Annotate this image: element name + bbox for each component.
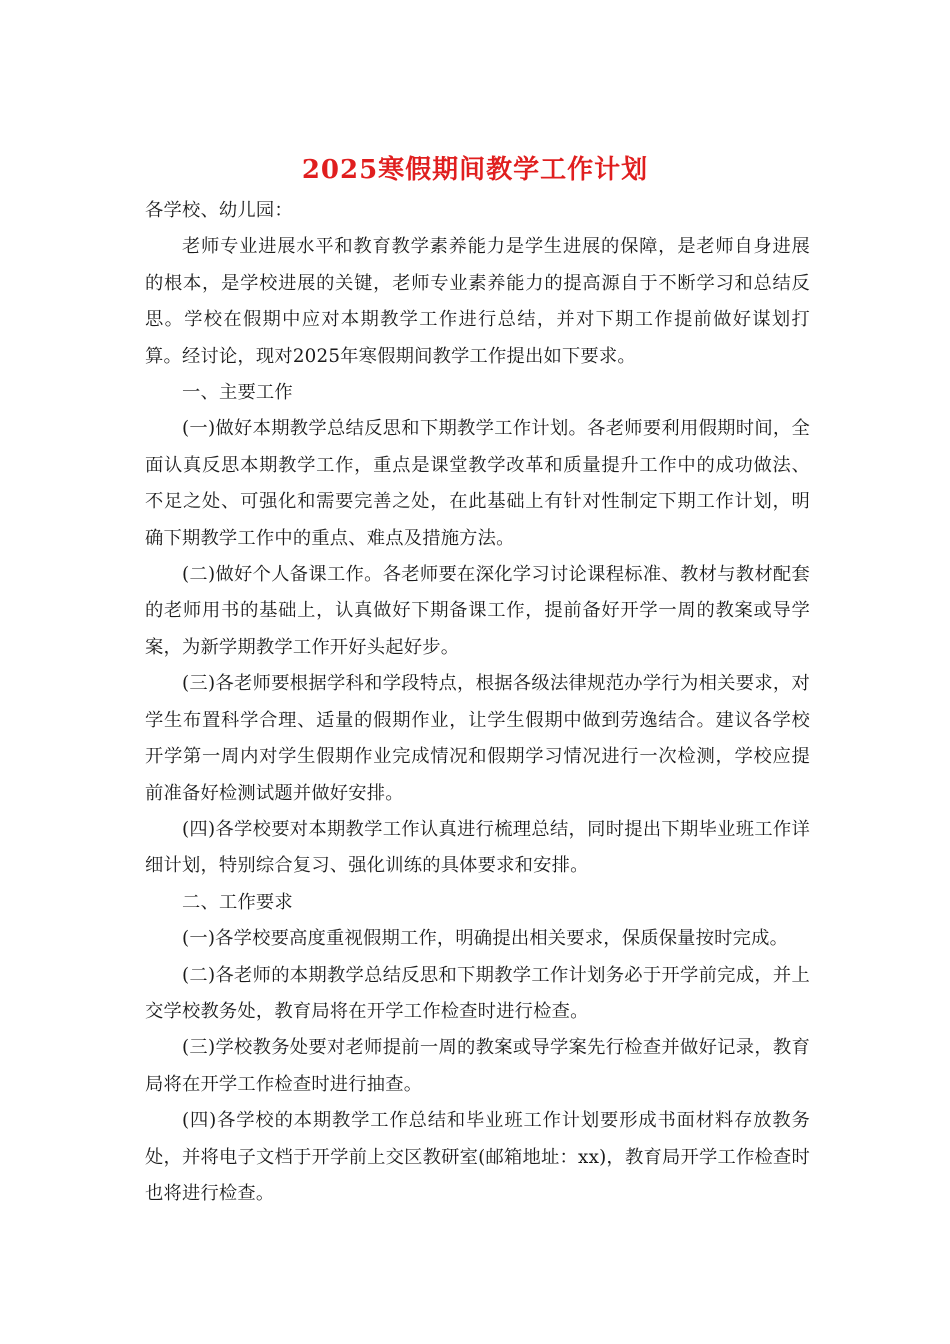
- document-title: 2025寒假期间教学工作计划: [301, 155, 649, 185]
- paragraph-main-work-3: (三)各老师要根据学科和学段特点，根据各级法律规范办学行为相关要求，对学生布置科学合理、适量的假期作业，让学生假期中做到劳逸结合。建议各学校开学第一周内对学生假期作业完成情况和假期学习情况进行一次检测，学校应提前准备好检测试题并做好安排。: [145, 673, 810, 804]
- paragraph-requirement-2: (二)各老师的本期教学总结反思和下期教学工作计划务必于开学前完成，并上交学校教务处，教育局将在开学工作检查时进行检查。: [145, 964, 810, 1022]
- paragraph-main-work-2: (二)做好个人备课工作。各老师要在深化学习讨论课程标准、教材与教材配套的老师用书的基础上，认真做好下期备课工作，提前备好开学一周的教案或导学案，为新学期教学工作开好头起好步。: [145, 564, 810, 658]
- document-body: [145, 193, 810, 1212]
- paragraph-main-work-1: (一)做好本期教学总结反思和下期教学工作计划。各老师要利用假期时间，全面认真反思本期教学工作，重点是课堂教学改革和质量提升工作中的成功做法、不足之处、可强化和需要完善之处，在此基础上有针对性制定下期工作计划，明确下期教学工作中的重点、难点及措施方法。: [145, 418, 810, 549]
- paragraph-requirement-1: (一)各学校要高度重视假期工作，明确提出相关要求，保质保量按时完成。: [182, 928, 789, 950]
- section-heading-main-work: 一、主要工作: [182, 382, 293, 404]
- paragraph-requirement-4: (四)各学校的本期教学工作总结和毕业班工作计划要形成书面材料存放教务处，并将电子文档于开学前上交区教研室(邮箱地址：xx)，教育局开学工作检查时也将进行检查。: [145, 1110, 810, 1204]
- paragraph-requirement-3: (三)学校教务处要对老师提前一周的教案或导学案先行检查并做好记录，教育局将在开学工作检查时进行抽查。: [145, 1037, 810, 1095]
- section-heading-requirements: 二、工作要求: [182, 891, 293, 913]
- paragraph-intro: 老师专业进展水平和教育教学素养能力是学生进展的保障，是老师自身进展的根本，是学校进展的关键，老师专业素养能力的提高源自于不断学习和总结反思。学校在假期中应对本期教学工作进行总结，并对下期工作提前做好谋划打算。经讨论，现对2025年寒假期间教学工作提出如下要求。: [145, 236, 810, 367]
- salutation: 各学校、幼儿园：: [145, 200, 293, 221]
- paragraph-main-work-4: (四)各学校要对本期教学工作认真进行梳理总结，同时提出下期毕业班工作详细计划，特别综合复习、强化训练的具体要求和安排。: [145, 818, 810, 877]
